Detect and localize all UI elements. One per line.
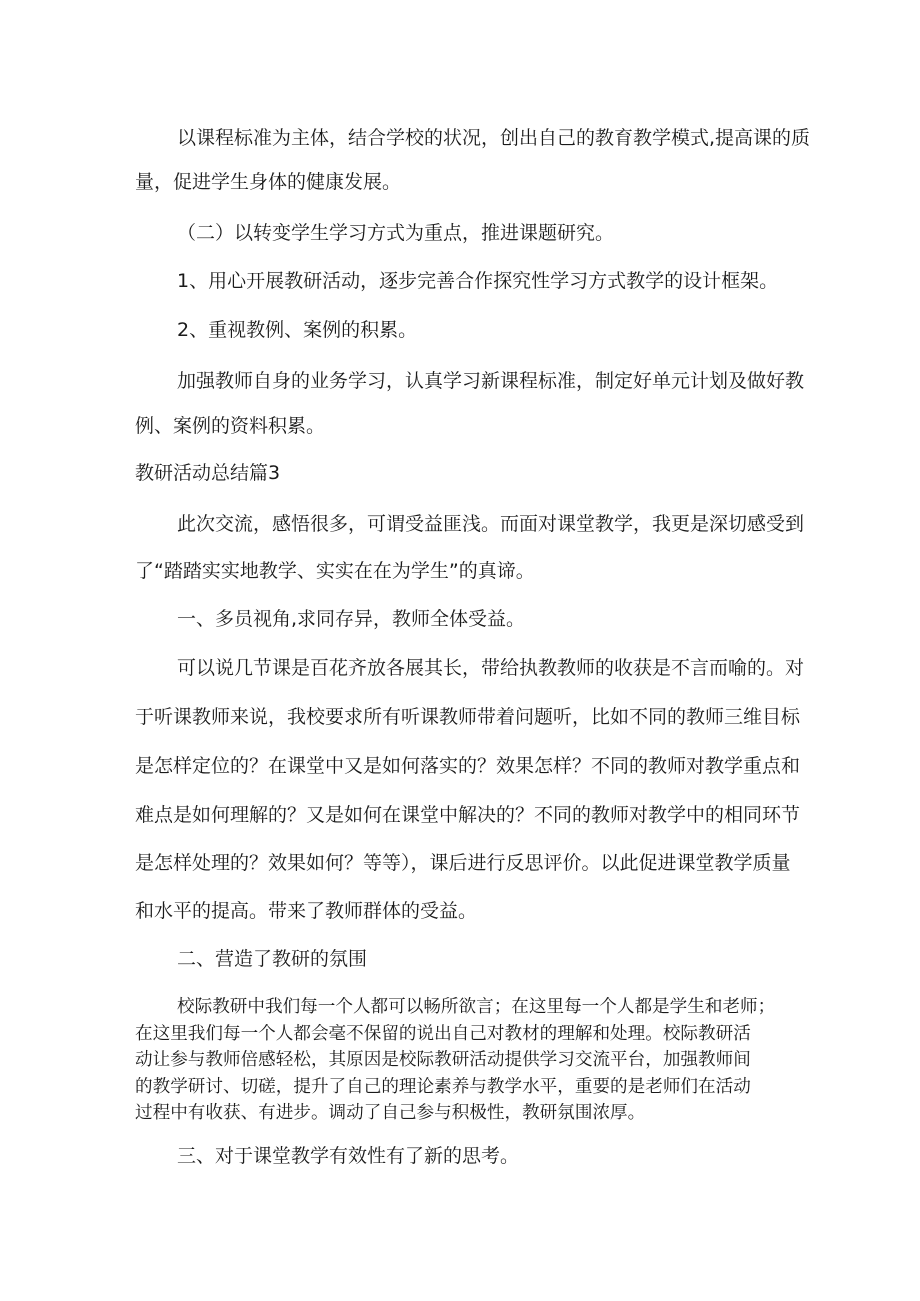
paragraph-line: 校际教研中我们每一个人都可以畅所欲言；在这里每一个人都是学生和老师； (177, 997, 776, 1017)
paragraph-line: 是怎样定位的？在课堂中又是如何落实的？效果怎样？不同的教师对教学重点和 (135, 755, 801, 777)
paragraph-line: 了“踏踏实实地教学、实实在在为学生”的真谛。 (135, 560, 535, 582)
paragraph-line: 难点是如何理解的？又是如何在课堂中解决的？不同的教师对教学中的相同环节 (135, 804, 801, 826)
paragraph-line: 和水平的提高。带来了教师群体的受益。 (135, 900, 478, 922)
section-heading: 三、对于课堂教学有效性有了新的思考。 (177, 1145, 520, 1167)
paragraph-line: 量，促进学生身体的健康发展。 (135, 171, 402, 193)
paragraph-line: 于听课教师来说，我校要求所有听课教师带着问题听，比如不同的教师三维目标 (135, 706, 801, 728)
paragraph-line: 的教学研讨、切磋，提升了自己的理论素养与教学水平，重要的是老师们在活动 (135, 1077, 751, 1097)
paragraph-line: 例、案例的资料积累。 (135, 415, 326, 437)
paragraph-line: 以课程标准为主体，结合学校的状况，创出自己的教育教学模式,提高课的质 (177, 127, 811, 149)
paragraph-line: 此次交流，感悟很多，可谓受益匪浅。而面对课堂教学，我更是深切感受到 (177, 513, 805, 535)
paragraph-line: 可以说几节课是百花齐放各展其长，带给执教教师的收获是不言而喻的。对 (177, 657, 805, 679)
section-heading: （二）以转变学生学习方式为重点，推进课题研究。 (177, 222, 615, 244)
paragraph-line: 在这里我们每一个人都会毫不保留的说出自己对教材的理解和处理。校际教研活 (135, 1024, 751, 1044)
section-heading: 一、多员视角,求同存异，教师全体受益。 (177, 608, 526, 630)
list-item: 1、用心开展教研活动，逐步完善合作探究性学习方式教学的设计框架。 (177, 270, 779, 292)
section-heading: 二、营造了教研的氛围 (177, 948, 368, 970)
paragraph-line: 过程中有收获、有进步。调动了自己参与积极性，教研氛围浓厚。 (135, 1103, 646, 1123)
paragraph-line: 动让参与教师倍感轻松，其原因是校际教研活动提供学习交流平台，加强教师间 (135, 1050, 751, 1070)
article-title: 教研活动总结篇3 (135, 462, 281, 484)
paragraph-line: 加强教师自身的业务学习，认真学习新课程标准，制定好单元计划及做好教 (177, 370, 805, 392)
list-item: 2、重视教例、案例的积累。 (177, 319, 418, 341)
paragraph-line: 是怎样处理的？效果如何？等等），课后进行反思评价。以此促进课堂教学质量 (135, 852, 791, 874)
